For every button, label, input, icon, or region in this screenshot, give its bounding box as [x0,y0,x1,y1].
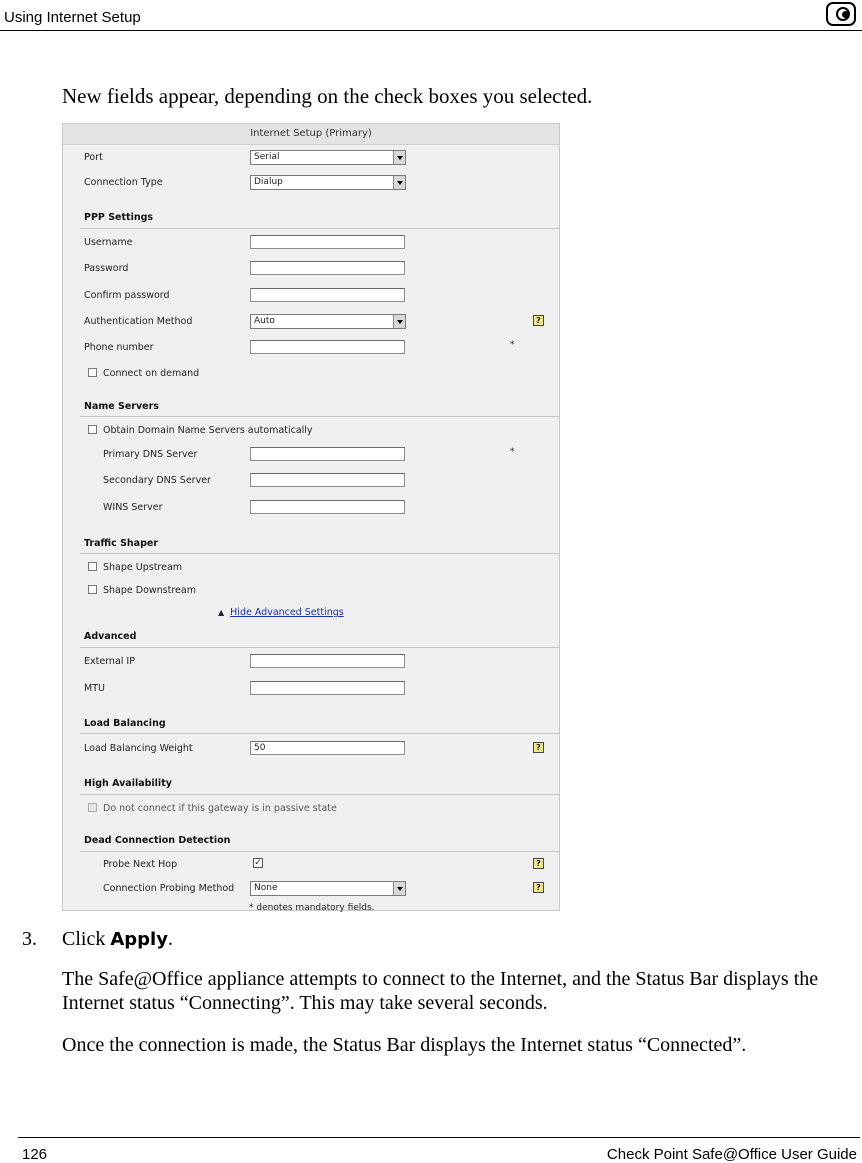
connection-type-value: Dialup [254,177,283,187]
shape-downstream-checkbox[interactable] [88,585,97,594]
mandatory-star: * [510,340,515,350]
load-balancing-weight-row [63,740,559,758]
wins-label: WINS Server [103,502,163,513]
secondary-dns-input[interactable] [250,473,405,487]
section-divider [80,851,559,852]
wins-row [63,499,559,517]
phone-number-row [63,339,559,357]
chevron-down-icon [393,151,405,164]
high-availability-heading: High Availability [84,778,172,789]
page-header-title: Using Internet Setup [4,9,141,26]
chevron-down-icon [393,176,405,189]
section-divider [80,553,559,554]
connection-type-label: Connection Type [84,177,163,188]
probe-next-hop-label: Probe Next Hop [103,859,178,870]
password-row [63,260,559,278]
confirm-password-label: Confirm password [84,290,170,301]
footer-divider [18,1137,860,1138]
external-ip-label: External IP [84,656,135,667]
section-divider [80,228,559,229]
probing-method-value: None [254,883,278,893]
mtu-input[interactable] [250,681,405,695]
secondary-dns-label: Secondary DNS Server [103,475,211,486]
passive-state-row [63,800,559,818]
passive-state-label: Do not connect if this gateway is in passive state [103,803,337,814]
port-label: Port [84,152,103,163]
connected-paragraph: Once the connection is made, the Status Bar displays the Internet status “Connected”. [62,1034,747,1056]
check-point-logo-icon [826,2,856,26]
panel-title: Internet Setup (Primary) [63,124,559,145]
connect-on-demand-row [63,365,559,383]
external-ip-row [63,653,559,671]
passive-state-checkbox[interactable] [88,803,97,812]
help-icon[interactable]: ? [533,858,544,869]
triangle-up-icon: ▲ [218,608,225,617]
section-divider [80,794,559,795]
auth-method-select[interactable] [250,314,406,329]
hide-advanced-label: Hide Advanced Settings [230,607,344,618]
auth-method-label: Authentication Method [84,316,193,327]
step-number: 3. [22,928,37,950]
intro-text: New fields appear, depending on the check boxes you selected. [62,84,593,108]
username-label: Username [84,237,133,248]
step-prefix: Click [62,928,111,950]
section-divider [80,416,559,417]
username-row [63,234,559,252]
probing-method-select[interactable] [250,881,406,896]
step-instruction [62,928,173,951]
chevron-down-icon [393,315,405,328]
obtain-dns-row [63,422,559,440]
connecting-paragraph: The Safe@Office appliance attempts to connect to the Internet, and the Status Bar displays the Internet status “Connecting”. This may take several seconds. [62,968,819,1014]
shape-downstream-label: Shape Downstream [103,585,196,596]
shape-upstream-label: Shape Upstream [103,562,183,573]
primary-dns-label: Primary DNS Server [103,449,198,460]
probing-method-row [63,880,559,898]
auth-method-row [63,313,559,331]
probe-next-hop-checkbox[interactable]: ✓ [254,858,262,868]
probing-method-label: Connection Probing Method [103,883,235,894]
help-icon[interactable]: ? [533,315,544,326]
password-label: Password [84,263,129,274]
name-servers-heading: Name Servers [84,401,159,412]
mandatory-note: * denotes mandatory fields. [249,903,375,913]
probe-next-hop-row [63,856,559,874]
password-input[interactable] [250,261,405,275]
section-divider [80,647,559,648]
guide-title: Check Point Safe@Office User Guide [606,1146,857,1163]
obtain-dns-label: Obtain Domain Name Servers automatically [103,425,313,436]
connect-on-demand-checkbox[interactable] [88,368,97,377]
connect-on-demand-label: Connect on demand [103,368,200,379]
mtu-row [63,680,559,698]
ppp-settings-heading: PPP Settings [84,212,154,223]
header-divider [0,30,862,31]
primary-dns-row [63,446,559,464]
shape-upstream-row [63,559,559,577]
advanced-heading: Advanced [84,631,137,642]
shape-upstream-checkbox[interactable] [88,562,97,571]
confirm-password-input[interactable] [250,288,405,302]
chevron-down-icon [393,882,405,895]
secondary-dns-row [63,472,559,490]
connection-type-row [63,174,559,192]
external-ip-input[interactable] [250,654,405,668]
load-balancing-weight-input[interactable]: 50 [250,741,405,755]
confirm-password-row [63,287,559,305]
hide-advanced-link[interactable] [218,607,344,618]
phone-number-label: Phone number [84,342,154,353]
connection-type-select[interactable] [250,175,406,190]
help-icon[interactable]: ? [533,882,544,893]
step-suffix: . [167,928,173,950]
dead-connection-heading: Dead Connection Detection [84,835,231,846]
shape-downstream-row [63,582,559,600]
auth-method-value: Auto [254,316,275,326]
internet-setup-panel [62,123,560,911]
port-select-value: Serial [254,152,280,162]
port-select[interactable] [250,150,406,165]
traffic-shaper-heading: Traffic Shaper [84,538,159,549]
load-balancing-heading: Load Balancing [84,718,166,729]
help-icon[interactable]: ? [533,742,544,753]
username-input[interactable] [250,235,405,249]
obtain-dns-checkbox[interactable] [88,425,97,434]
wins-input[interactable] [250,500,405,514]
port-row [63,149,559,167]
section-divider [80,733,559,734]
primary-dns-input[interactable] [250,447,405,461]
load-balancing-weight-label: Load Balancing Weight [84,743,193,754]
phone-number-input[interactable] [250,340,405,354]
mandatory-star: * [510,447,515,457]
page-number: 126 [22,1146,48,1163]
mtu-label: MTU [84,683,105,694]
apply-button-name: Apply [110,929,168,950]
